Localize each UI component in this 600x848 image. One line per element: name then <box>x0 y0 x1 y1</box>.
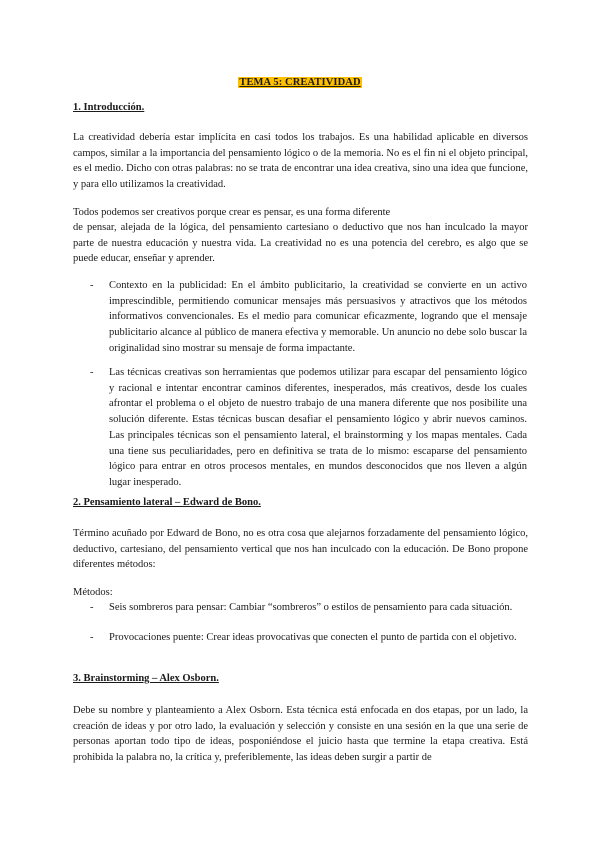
bullet-marker: - <box>90 280 94 291</box>
intro-bullet-tecnicas: Las técnicas creativas son herramientas que podemos utilizar para escapar del pensamiento lógico y racional e intentar encontrar caminos diferentes, inesperados, más creativos, desde los cuales afrontar el problema o el objeto de nuestro trabajo de una manera diferente que nos posibilite una solución diferente. Estas técnicas buscan desafiar el pensamiento lógico y abrir nuevos caminos. Las principales técnicas son el pensamiento lateral, el brainstorming y los mapas mentales. Cada una tiene sus peculiaridades, pero en definitiva se trata de lo mismo: escaparse del pensamiento lógico para entrar en otros procesos mentales, en mundos desconocidos que nos lleven a algún lugar inesperado. <box>109 367 527 488</box>
intro-paragraph-1: La creatividad debería estar implícita en casi todos los trabajos. Es una habilidad aplicable en diversos campos, similar a la importancia del pensamiento lógico o de la memoria. No es el fin ni el objeto principal, es el medio. Dicho con otras palabras: no se trata de encontrar una idea creativa, sino una idea que funcione, y para ello utilizamos la creatividad. <box>73 132 528 191</box>
title-container <box>0 72 600 90</box>
brainstorming-paragraph: Debe su nombre y planteamiento a Alex Osborn. Esta técnica está enfocada en dos etapas, por un lado, la creación de ideas y por otro lado, la evaluación y selección y consiste en una sesión en la que una serie de personas aportan todo tipo de ideas, posponiéndose el juicio hasta que termine la etapa creativa. Está prohibida la palabra no, la crítica y, preferiblemente, las ideas deben surgir a partir de <box>73 705 528 764</box>
intro-paragraph-2: Todos podemos ser creativos porque crear es pensar, es una forma diferente <box>73 207 391 218</box>
intro-paragraph-3: de pensar, alejada de la lógica, del pensamiento cartesiano o deductivo que nos han inculcado la mayor parte de nuestra educación y nuestra vida. La creatividad no es una potencia del cerebro, es algo que se puede educar, enseñar y aprender. <box>73 222 528 265</box>
bullet-marker: - <box>90 602 94 613</box>
lateral-paragraph: Término acuñado por Edward de Bono, no es otra cosa que alejarnos forzadamente del pensamiento lógico, deductivo, cartesiano, del pensamiento vertical que nos han inculcado con la educación. De Bono propone diferentes métodos: <box>73 528 528 571</box>
bullet-marker: - <box>90 632 94 643</box>
section-heading-pensamiento-lateral: 2. Pensamiento lateral – Edward de Bono. <box>73 497 261 508</box>
method-bullet-provocaciones: Provocaciones puente: Crear ideas provocativas que conecten el punto de partida con el objetivo. <box>109 632 517 643</box>
method-bullet-sombreros: Seis sombreros para pensar: Cambiar “sombreros” o estilos de pensamiento para cada situación. <box>109 602 513 613</box>
section-heading-brainstorming: 3. Brainstorming – Alex Osborn. <box>73 673 219 684</box>
bullet-marker: - <box>90 367 94 378</box>
document-title: TEMA 5: CREATIVIDAD <box>239 77 361 88</box>
section-heading-introduccion: 1. Introducción. <box>73 102 145 113</box>
intro-bullet-publicidad: Contexto en la publicidad: En el ámbito publicitario, la creatividad se convierte en un activo imprescindible, permitiendo comunicar mensajes más persuasivos y atractivos que los métodos informativos convencionales. Es el medio para comunicar eficazmente, logrando que el mensaje publicitario alcance al público de manera efectiva y memorable. Un anuncio no debe solo buscar la originalidad sino mostrar su mensaje de forma impactante. <box>109 280 527 354</box>
methods-label: Métodos: <box>73 587 113 598</box>
